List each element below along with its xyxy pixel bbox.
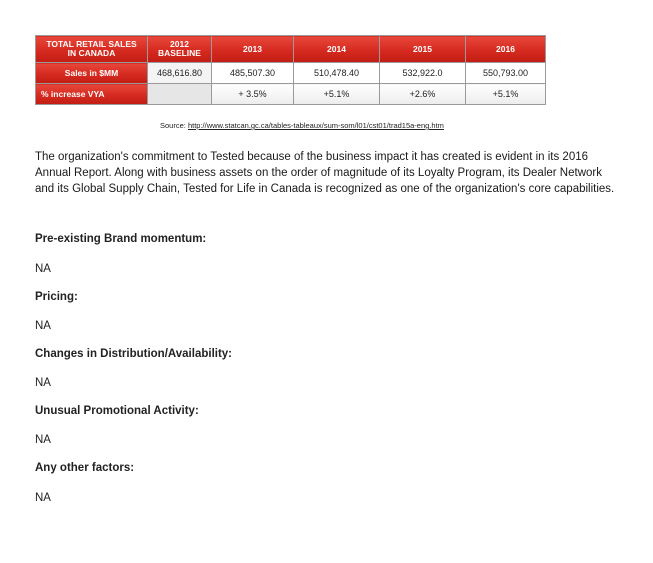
value-distribution: NA — [35, 377, 51, 389]
header-year-2016: 2016 — [466, 36, 546, 63]
heading-pricing: Pricing: — [35, 291, 78, 303]
source-link[interactable]: http://www.statcan.gc.ca/tables-tableaux/sum-som/l01/cst01/trad15a-eng.htm — [187, 121, 444, 130]
header-line: IN CANADA — [67, 48, 116, 58]
value-promotional-activity: NA — [35, 434, 51, 446]
header-year-2014: 2014 — [294, 36, 380, 63]
heading-brand-momentum: Pre-existing Brand momentum: — [35, 233, 207, 245]
heading-promotional-activity: Unusual Promotional Activity: — [35, 405, 199, 417]
body-paragraph: The organization's commitment to Tested because of the business impact it has created is evident in its 2016 Annual Report. Along with business assets on the order of magnitude of its Loyalty Program, its Dealer Network and its Global Supply Chain, Tested for Life in Canada is recognized as one of the organization's core capabilities. — [35, 151, 615, 195]
cell-sales-2015: 532,922.0 — [380, 63, 466, 84]
header-total-retail-sales — [36, 36, 148, 63]
cell-sales-baseline: 468,616.80 — [148, 63, 212, 84]
cell-pct-2015: +2.6% — [380, 84, 466, 105]
header-line: 2012 — [170, 39, 189, 49]
heading-distribution: Changes in Distribution/Availability: — [35, 348, 233, 360]
retail-sales-table — [35, 35, 546, 105]
value-brand-momentum: NA — [35, 263, 51, 275]
cell-pct-baseline — [148, 84, 212, 105]
cell-pct-2014: +5.1% — [294, 84, 380, 105]
table-row-percent-increase — [36, 84, 546, 105]
header-year-2013: 2013 — [212, 36, 294, 63]
cell-sales-2013: 485,507.30 — [212, 63, 294, 84]
table-row-sales — [36, 63, 546, 84]
header-line: BASELINE — [158, 48, 201, 58]
row-label-percent: % increase VYA — [36, 84, 148, 105]
source-citation — [160, 121, 444, 130]
cell-pct-2016: +5.1% — [466, 84, 546, 105]
heading-other-factors: Any other factors: — [35, 462, 135, 474]
cell-sales-2014: 510,478.40 — [294, 63, 380, 84]
row-label-sales: Sales in $MM — [36, 63, 148, 84]
header-line: TOTAL RETAIL SALES — [46, 39, 137, 49]
cell-sales-2016: 550,793.00 — [466, 63, 546, 84]
header-year-2015: 2015 — [380, 36, 466, 63]
header-2012-baseline — [148, 36, 212, 63]
cell-pct-2013: + 3.5% — [212, 84, 294, 105]
value-pricing: NA — [35, 320, 51, 332]
source-prefix: Source: — [160, 121, 188, 130]
value-other-factors: NA — [35, 492, 51, 504]
table-header-row — [36, 36, 546, 63]
